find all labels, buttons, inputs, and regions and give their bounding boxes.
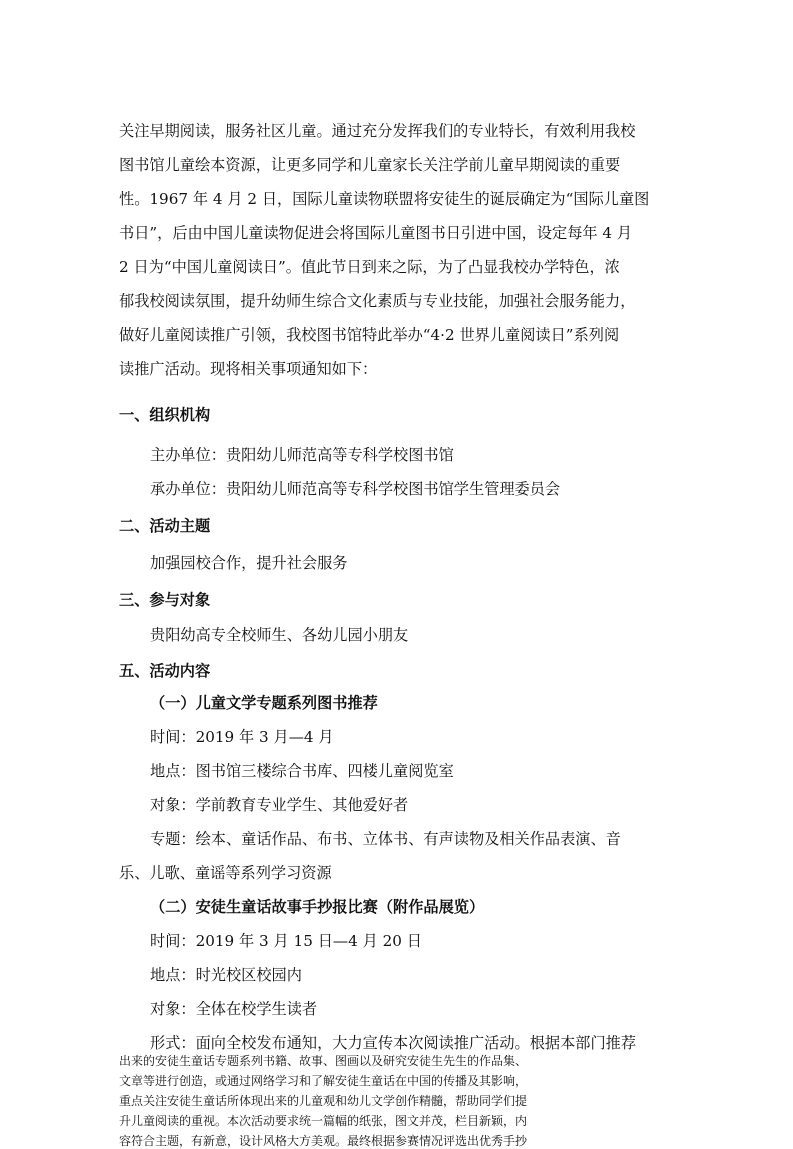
intro-line: 关注早期阅读，服务社区儿童。通过充分发挥我们的专业特长，有效利用我校 xyxy=(119,122,636,140)
item2-form: 文章等进行创造，或通过网络学习和了解安徒生童话在中国的传播及其影响， xyxy=(119,1074,528,1088)
item1-title: （一）儿童文学专题系列图书推荐 xyxy=(150,694,378,712)
item2-time: 时间：2019 年 3 月 15 日—4 月 20 日 xyxy=(150,932,422,950)
intro-line: 做好儿童阅读推广引领，我校图书馆特此举办“4·2 世界儿童阅读日”系列阅 xyxy=(119,326,620,344)
item1-time: 时间：2019 年 3 月—4 月 xyxy=(150,728,334,746)
intro-line: 读推广活动。现将相关事项通知如下： xyxy=(119,360,378,378)
intro-line: 郁我校阅读氛围，提升幼师生综合文化素质与专业技能，加强社会服务能力， xyxy=(119,292,636,310)
item1-place: 地点：图书馆三楼综合书库、四楼儿童阅览室 xyxy=(150,762,454,780)
section-heading-participants: 三、参与对象 xyxy=(119,591,211,609)
host-unit: 主办单位：贵阳幼儿师范高等专科学校图书馆 xyxy=(150,446,454,464)
item2-form: 出来的安徒生童话专题系列书籍、故事、图画以及研究安徒生先生的作品集、 xyxy=(119,1054,528,1068)
item1-topic: 专题：绘本、童话作品、布书、立体书、有声读物及相关作品表演、音 xyxy=(150,830,621,848)
item2-form: 容符合主题，有新意，设计风格大方美观。最终根据参赛情况评选出优秀手抄 xyxy=(119,1134,528,1148)
intro-line: 2 日为“中国儿童阅读日”。值此节日到来之际，为了凸显我校办学特色，浓 xyxy=(119,258,620,276)
item1-target: 对象：学前教育专业学生、其他爱好者 xyxy=(150,796,409,814)
section-heading-organization: 一、组织机构 xyxy=(119,406,211,424)
item2-form: 升儿童阅读的重视。本次活动要求统一篇幅的纸张，图文并茂，栏目新颖，内 xyxy=(119,1114,528,1128)
item2-target: 对象：全体在校学生读者 xyxy=(150,1000,318,1018)
participants-text: 贵阳幼高专全校师生、各幼儿园小朋友 xyxy=(150,626,409,644)
item2-title: （二）安徒生童话故事手抄报比赛（附作品展览） xyxy=(150,898,485,916)
item1-topic: 乐、儿歌、童谣等系列学习资源 xyxy=(119,864,332,882)
item2-form: 重点关注安徒生童话所体现出来的儿童观和幼儿文学创作精髓，帮助同学们提 xyxy=(119,1094,528,1108)
intro-line: 图书馆儿童绘本资源，让更多同学和儿童家长关注学前儿童早期阅读的重要 xyxy=(119,156,621,174)
intro-line: 书日”，后由中国儿童读物促进会将国际儿童图书日引进中国，设定每年 4 月 xyxy=(119,224,633,242)
section-heading-theme: 二、活动主题 xyxy=(119,517,211,535)
item2-place: 地点：时光校区校园内 xyxy=(150,966,302,984)
theme-text: 加强园校合作，提升社会服务 xyxy=(150,554,348,572)
intro-line: 性。1967 年 4 月 2 日，国际儿童读物联盟将安徒生的诞辰确定为“国际儿童图 xyxy=(119,190,650,208)
item2-form: 形式：面向全校发布通知，大力宣传本次阅读推广活动。根据本部门推荐 xyxy=(150,1034,636,1052)
section-heading-content: 五、活动内容 xyxy=(119,662,211,680)
organizer-unit: 承办单位：贵阳幼儿师范高等专科学校图书馆学生管理委员会 xyxy=(150,480,561,498)
